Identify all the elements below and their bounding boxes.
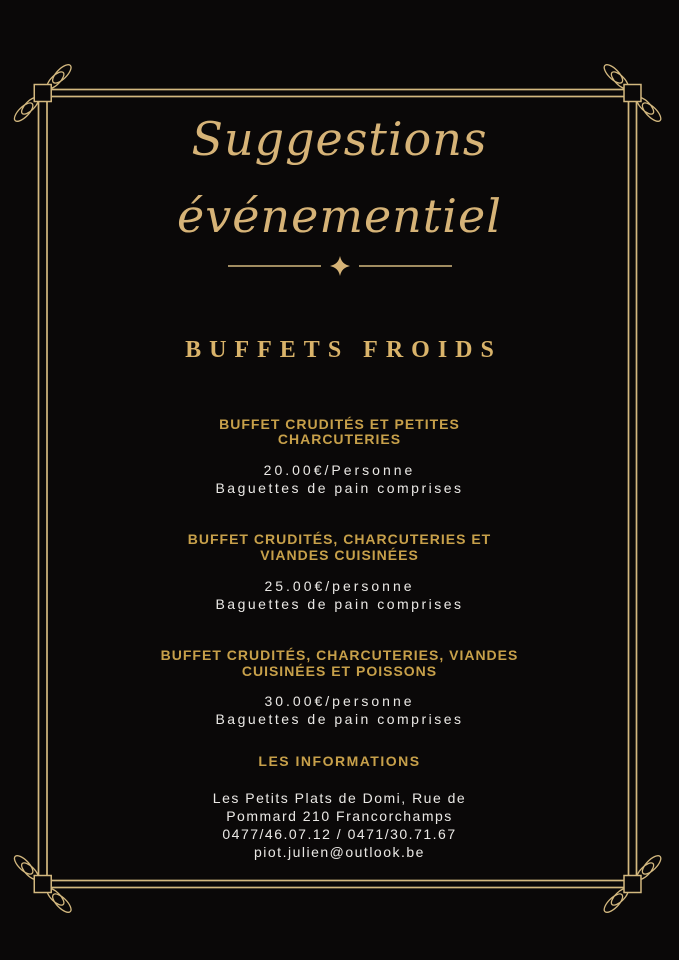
info-address-line-1: Les Petits Plats de Domi, Rue de [212, 790, 467, 807]
title-divider [228, 252, 452, 280]
menu-item [60, 648, 619, 728]
menu-title-line-2: événementiel [177, 189, 502, 243]
menu-item-price: 20.00€/Personne [263, 462, 416, 479]
menu-content [60, 0, 619, 861]
info-block [60, 789, 619, 861]
menu-item-name-line-1: BUFFET CRUDITÉS, CHARCUTERIES ET [187, 531, 492, 548]
menu-item-name [60, 532, 619, 563]
menu-item-price: 25.00€/personne [264, 577, 415, 594]
menu-item-note: Baguettes de pain comprises [215, 480, 464, 497]
menu-item-price: 30.00€/personne [264, 693, 415, 710]
menu-item [60, 532, 619, 612]
menu-title-line-1: Suggestions [191, 112, 488, 166]
info-email: piot.julien@outlook.be [254, 844, 425, 861]
menu-item-name-line-2: VIANDES CUISINÉES [260, 547, 419, 563]
menu-item [60, 417, 619, 497]
menu-item-name-line-2: CUISINÉES ET POISSONS [241, 662, 438, 679]
info-heading: LES INFORMATIONS [258, 753, 421, 770]
menu-item-name-line-2: CHARCUTERIES [277, 431, 402, 448]
menu-item-name-line-1: BUFFET CRUDITÉS ET PETITES [219, 415, 460, 432]
menu-item-name [60, 417, 619, 448]
info-phone-numbers: 0477/46.07.12 / 0471/30.71.67 [222, 826, 457, 843]
menu-item-note: Baguettes de pain comprises [215, 711, 464, 728]
menu-item-name [60, 648, 619, 679]
menu-item-name-line-1: BUFFET CRUDITÉS, CHARCUTERIES, VIANDES [160, 646, 519, 663]
section-title: BUFFETS FROIDS [185, 337, 502, 363]
star-icon [330, 256, 350, 276]
info-address-line-2: Pommard 210 Francorchamps [226, 808, 453, 825]
menu-item-note: Baguettes de pain comprises [215, 595, 464, 612]
